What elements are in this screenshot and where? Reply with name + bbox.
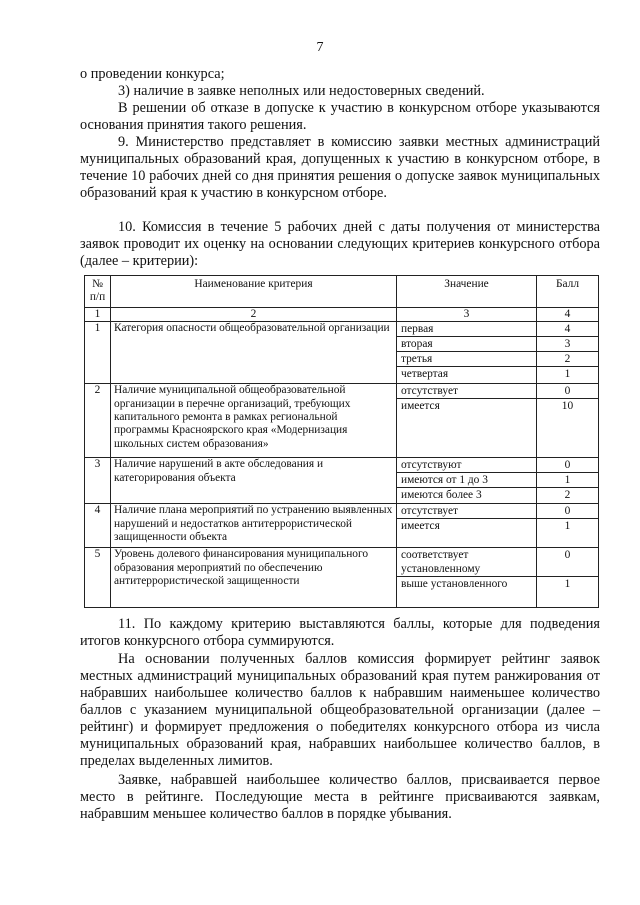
row-number: 1 [85,322,111,384]
colnum-1: 1 [85,307,111,321]
paragraph-continuation: о проведении конкурса; [80,66,225,82]
table-colnum-row [85,307,599,321]
table-row [85,384,599,458]
row-values [397,384,537,458]
header-number: № п/п [85,276,111,308]
table-row [85,504,599,548]
row-values [397,504,537,548]
paragraph-9: 9. Министерство представляет в комиссию заявки местных администраций муниципальных образований края, допущенных к участию в конкурсном отборе, в течение 10 рабочих дней со дня принятия решения о допуске заявок муниципальных образований края к участию в конкурсном отборе. [80,134,600,201]
value-cell: выше установленного [401,578,508,591]
paragraph-item-3: 3) наличие в заявке неполных или недостоверных сведений. [118,83,485,99]
table-row [85,458,599,504]
colnum-2: 2 [111,307,397,321]
criteria-table [84,275,599,608]
row-points [537,548,599,608]
colnum-3: 3 [397,307,537,321]
points-cell: 4 [537,322,598,337]
points-cell: 2 [564,489,571,502]
points-cell: 1 [564,578,571,591]
value-cell: отсутствует [397,504,536,519]
value-cell: отсутствует [397,384,536,399]
row-points [537,504,599,548]
value-cell: имеется [401,520,440,533]
points-cell: 0 [537,458,598,473]
header-criterion: Наименование критерия [111,276,397,308]
row-points [537,322,599,384]
row-criterion: Наличие плана мероприятий по устранению выявленных нарушений и недостатков антитеррористической защищенности объекта [111,504,397,548]
paragraph-11: 11. По каждому критерию выставляются баллы, которые для подведения итогов конкурсного отбора суммируются. [80,616,600,649]
row-number: 3 [85,458,111,504]
points-cell: 10 [561,400,574,413]
points-cell: 2 [537,352,598,367]
table-row [85,548,599,608]
header-value: Значение [397,276,537,308]
row-number: 2 [85,384,111,458]
row-points [537,458,599,504]
value-cell: имеются от 1 до 3 [397,473,536,488]
points-cell: 1 [564,368,571,381]
row-values [397,548,537,608]
row-points [537,384,599,458]
paragraph-rating: На основании полученных баллов комиссия формирует рейтинг заявок местных администраций муниципальных образований края путем ранжирования от набравших наибольшее количество баллов к набравшим наименьшее количество баллов с указанием муниципальной общеобразовательной организации (далее – рейтинг) и формирует предложения о победителях конкурсного отбора из числа муниципальных образований края, набравших наибольшее количество баллов, в пределах выделенных лимитов. [80,651,600,769]
value-cell: вторая [397,337,536,352]
row-values [397,322,537,384]
row-criterion: Категория опасности общеобразовательной организации [111,322,397,384]
points-cell: 1 [564,520,571,533]
row-values [397,458,537,504]
row-number: 5 [85,548,111,608]
points-cell: 3 [537,337,598,352]
row-criterion: Наличие муниципальной общеобразовательной организации в перечне организаций, требующих капитального ремонта в рамках региональной программы Красноярского края «Модернизация школьных систем образования» [111,384,397,458]
paragraph-refusal: В решении об отказе в допуске к участию в конкурсном отборе указываются основания принятия такого решения. [80,100,600,133]
table-row [85,322,599,384]
paragraph-10: 10. Комиссия в течение 5 рабочих дней с даты получения от министерства заявок проводит их оценку на основании следующих критериев конкурсного отбора (далее – критерии): [80,219,600,269]
row-criterion: Наличие нарушений в акте обследования и категорирования объекта [111,458,397,504]
table-header-row [85,276,599,308]
points-cell: 1 [537,473,598,488]
value-cell: третья [397,352,536,367]
value-cell: соответствует установленному [397,548,536,577]
points-cell: 0 [537,504,598,519]
value-cell: имеются более 3 [401,489,482,502]
value-cell: отсутствуют [397,458,536,473]
row-number: 4 [85,504,111,548]
value-cell: четвертая [401,368,449,381]
paragraph-first-place: Заявке, набравшей наибольшее количество баллов, присваивается первое место в рейтинге. Последующие места в рейтинге присваиваются заявкам, набравшим меньшее количество баллов в порядке убывания. [80,772,600,822]
value-cell: имеется [401,400,440,413]
header-points: Балл [537,276,599,308]
value-cell: первая [397,322,536,337]
page-number: 7 [316,40,324,55]
points-cell: 0 [537,384,598,399]
row-criterion: Уровень долевого финансирования муниципального образования мероприятий по обеспечению антитеррористической защищенности [111,548,397,608]
points-cell: 0 [537,548,598,577]
colnum-4: 4 [537,307,599,321]
